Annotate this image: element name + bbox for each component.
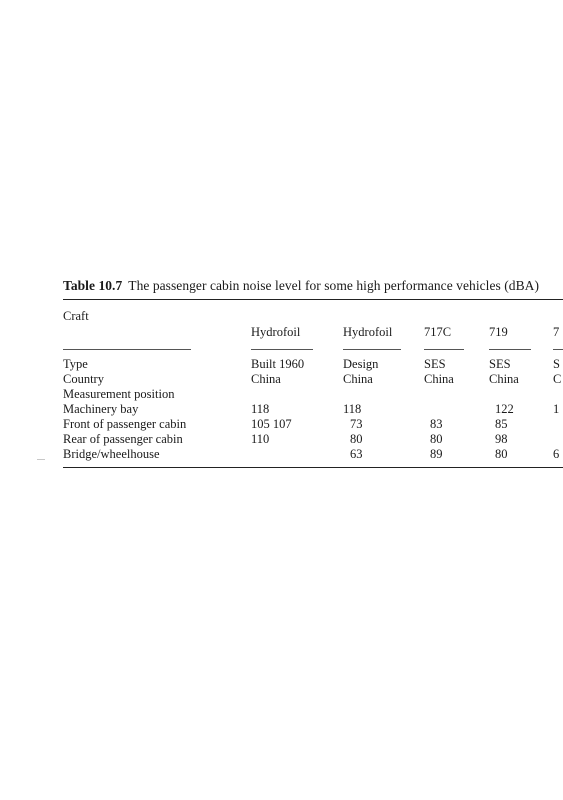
row-label: Country bbox=[63, 372, 104, 386]
table-cell: China bbox=[251, 372, 281, 386]
table-cell: 122 bbox=[495, 402, 514, 416]
table-cell: 6 bbox=[553, 447, 560, 461]
header-rule bbox=[63, 349, 191, 350]
table-cell: 118 bbox=[251, 402, 270, 416]
table-cell: 63 bbox=[350, 447, 363, 461]
header-rule bbox=[343, 349, 401, 350]
table-cell: SES bbox=[489, 357, 511, 371]
header-rule bbox=[553, 349, 563, 350]
column-header: 717C bbox=[424, 325, 452, 339]
table-cell: 118 bbox=[343, 402, 362, 416]
header-rule bbox=[489, 349, 531, 350]
table-cell: China bbox=[343, 372, 373, 386]
row-label: Front of passenger cabin bbox=[63, 417, 187, 431]
table-cell: Built 1960 bbox=[251, 357, 305, 371]
craft-label: Craft bbox=[63, 309, 89, 323]
row-label: Machinery bay bbox=[63, 402, 139, 416]
row-label: Type bbox=[63, 357, 88, 371]
table-cell: 105 107 bbox=[251, 417, 292, 431]
row-label: Bridge/wheelhouse bbox=[63, 447, 160, 461]
table-number: Table 10.7 bbox=[63, 278, 123, 293]
bottom-rule bbox=[63, 467, 563, 468]
column-header: 7 bbox=[553, 325, 560, 339]
table-cell: 85 bbox=[495, 417, 508, 431]
header-rule bbox=[251, 349, 313, 350]
scan-mark bbox=[37, 459, 45, 460]
table-cell: 1 bbox=[553, 402, 560, 416]
table-cell: 80 bbox=[430, 432, 443, 446]
table-cell: 110 bbox=[251, 432, 270, 446]
table-cell: S bbox=[553, 357, 560, 371]
table-title: The passenger cabin noise level for some high performance vehicles (dBA) bbox=[128, 278, 539, 293]
table-cell: 98 bbox=[495, 432, 508, 446]
top-rule bbox=[63, 299, 563, 300]
table-cell: China bbox=[424, 372, 454, 386]
table-cell: Design bbox=[343, 357, 379, 371]
table-caption bbox=[63, 278, 539, 294]
table-cell: 89 bbox=[430, 447, 443, 461]
column-header: 719 bbox=[489, 325, 508, 339]
table-cell: China bbox=[489, 372, 519, 386]
column-header: Hydrofoil bbox=[343, 325, 393, 339]
table-cell: C bbox=[553, 372, 562, 386]
row-label: Rear of passenger cabin bbox=[63, 432, 183, 446]
table-cell: 73 bbox=[350, 417, 363, 431]
table-cell: 80 bbox=[350, 432, 363, 446]
row-label: Measurement position bbox=[63, 387, 175, 401]
table-cell: SES bbox=[424, 357, 446, 371]
table-cell: 80 bbox=[495, 447, 508, 461]
header-rule bbox=[424, 349, 464, 350]
table-cell: 83 bbox=[430, 417, 443, 431]
column-header: Hydrofoil bbox=[251, 325, 301, 339]
